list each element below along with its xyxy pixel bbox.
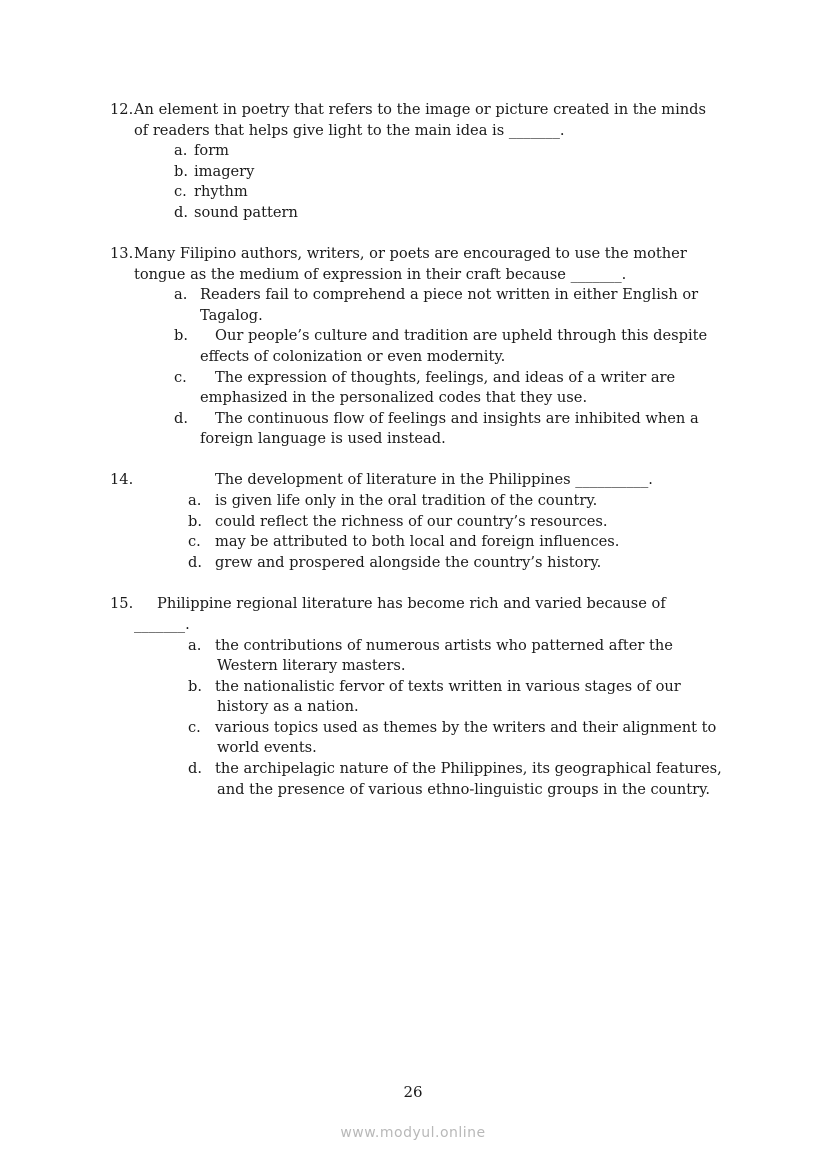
choice-text: world events.: [217, 739, 317, 756]
choice-letter: c.: [188, 719, 201, 736]
choice-text: Our people’s culture and tradition are upheld through this despite: [215, 327, 708, 344]
choice-text: history as a nation.: [217, 698, 359, 715]
choice-text: The continuous flow of feelings and insights are inhibited when a: [215, 410, 699, 427]
choice-text: form: [194, 142, 230, 159]
choice-letter: b.: [174, 327, 188, 344]
choice-text: the contributions of numerous artists who patterned after the: [215, 637, 673, 654]
choice-text: the archipelagic nature of the Philippines, its geographical features,: [215, 760, 722, 777]
watermark: www.modyul.online: [340, 1125, 486, 1141]
choice-text: various topics used as themes by the writers and their alignment to: [215, 719, 717, 736]
choice-letter: d.: [188, 760, 202, 777]
question-number: 15.: [110, 595, 134, 612]
question-stem-line: _______.: [134, 616, 190, 633]
question-stem-line: tongue as the medium of expression in their craft because _______.: [134, 266, 627, 283]
choice-letter: c.: [174, 183, 187, 200]
page-number: 26: [403, 1083, 423, 1101]
choice-letter: d.: [174, 410, 188, 427]
question-number: 13.: [110, 245, 134, 262]
choice-letter: a.: [188, 492, 202, 509]
choice-text: could reflect the richness of our country’s resources.: [215, 513, 608, 530]
choice-text: may be attributed to both local and foreign influences.: [215, 533, 620, 550]
question-number: 12.: [110, 101, 134, 118]
choice-letter: a.: [174, 142, 188, 159]
choice-text: is given life only in the oral tradition of the country.: [215, 492, 598, 509]
choice-text: Western literary masters.: [217, 657, 406, 674]
choice-text: rhythm: [194, 183, 248, 200]
choice-text: grew and prospered alongside the country’s history.: [215, 554, 602, 571]
choice-text: emphasized in the personalized codes that they use.: [200, 389, 588, 406]
choice-letter: b.: [188, 678, 202, 695]
question-stem-line: of readers that helps give light to the main idea is _______.: [134, 122, 565, 139]
question-stem-line: An element in poetry that refers to the image or picture created in the minds: [134, 101, 707, 118]
choice-letter: d.: [174, 204, 188, 221]
choice-letter: d.: [188, 554, 202, 571]
choice-letter: c.: [188, 533, 201, 550]
choice-letter: b.: [188, 513, 202, 530]
choice-letter: b.: [174, 163, 188, 180]
choice-text: imagery: [194, 163, 255, 180]
choice-text: effects of colonization or even modernity.: [200, 348, 506, 365]
choice-text: Readers fail to comprehend a piece not written in either English or: [200, 286, 699, 303]
choice-text: foreign language is used instead.: [200, 430, 446, 447]
question-stem-line: The development of literature in the Philippines __________.: [215, 471, 653, 488]
question-stem-line: Philippine regional literature has become rich and varied because of: [157, 595, 666, 612]
choice-text: sound pattern: [194, 204, 298, 221]
choice-text: The expression of thoughts, feelings, and ideas of a writer are: [215, 369, 676, 386]
choice-text: Tagalog.: [200, 307, 263, 324]
question-stem-line: Many Filipino authors, writers, or poets are encouraged to use the mother: [134, 245, 687, 262]
choice-letter: a.: [174, 286, 188, 303]
choice-letter: a.: [188, 637, 202, 654]
choice-letter: c.: [174, 369, 187, 386]
question-number: 14.: [110, 471, 134, 488]
choice-text: the nationalistic fervor of texts written in various stages of our: [215, 678, 681, 695]
choice-text: and the presence of various ethno-linguistic groups in the country.: [217, 781, 711, 798]
